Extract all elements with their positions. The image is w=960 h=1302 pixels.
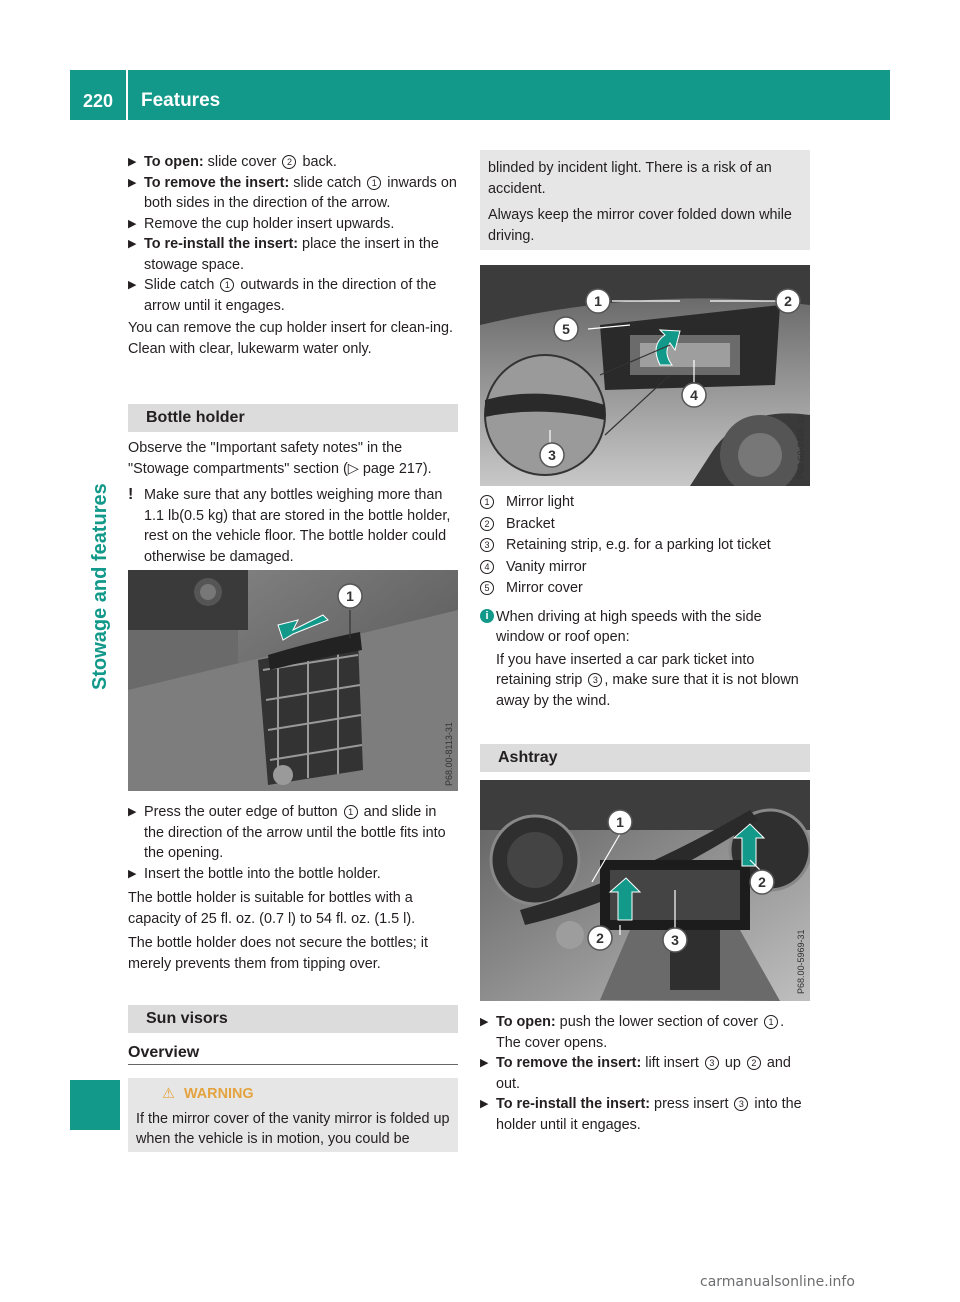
warning-triangle-icon: ⚠ <box>162 1086 175 1102</box>
figure-callout-1: 1 <box>346 588 354 604</box>
page-header <box>70 70 890 120</box>
callout-3-icon: 3 <box>480 538 494 552</box>
list-item: ▶ To remove the insert: slide catch 1 inwards on both sides in the direction of the arrow. <box>128 174 457 211</box>
callout-1-icon: 1 <box>764 1015 778 1029</box>
warning-box <box>128 1078 458 1152</box>
arrow-bullet-icon: ▶ <box>128 217 137 230</box>
figure-code: P68.60-2486-31 <box>796 414 806 479</box>
list-item: ▶ To remove the insert: lift insert 3 up 2 and out. <box>480 1055 791 1092</box>
section-heading-ashtray: Ashtray <box>480 744 810 772</box>
callout-5-icon: 5 <box>480 581 494 595</box>
secure-paragraph: The bottle holder does not secure the bottles; it merely prevents them from tipping over. <box>128 935 428 972</box>
cupholder-instructions <box>128 152 460 359</box>
callout-2-icon: 2 <box>747 1056 761 1070</box>
arrow-bullet-icon: ▶ <box>128 238 137 250</box>
figure-callout-3: 3 <box>548 447 556 463</box>
caution-note: ! Make sure that any bottles weighing more than 1.1 lb(0.5 kg) that are stored in the bottle holder, rest on the vehicle floor. The bottle holder could otherwise be damaged. <box>128 486 451 565</box>
list-item: ▶ Press the outer edge of button 1 and slide in the direction of the arrow until the bottle fits into the opening. <box>128 804 446 861</box>
list-item: ▶ To open: slide cover 2 back. <box>128 152 460 173</box>
list-item: ▶ Remove the cup holder insert upwards. <box>128 214 460 235</box>
callout-1-icon: 1 <box>344 805 358 819</box>
section-heading-sun-visors: Sun visors <box>128 1005 458 1033</box>
list-item: ▶ To re-install the insert: press insert 3 into the holder until it engages. <box>480 1096 802 1133</box>
watermark: carmanualsonline.info <box>700 1274 855 1290</box>
callout-1-icon: 1 <box>220 278 234 292</box>
bottle-holder-text <box>128 438 460 567</box>
ashtray-illustration <box>480 780 810 1001</box>
figure-callout-2: 2 <box>784 293 792 309</box>
callout-1-icon: 1 <box>367 176 381 190</box>
legend-item: 4 Vanity mirror <box>480 557 812 578</box>
bottle-holder-illustration <box>128 570 458 791</box>
callout-2-icon: 2 <box>480 517 494 531</box>
legend-item: 3 Retaining strip, e.g. for a parking lot ticket <box>480 535 812 556</box>
callout-3-icon: 3 <box>734 1097 748 1111</box>
list-item: ▶ Insert the bottle into the bottle holder. <box>128 864 460 885</box>
list-item: ▶ To re-install the insert: place the insert in the stowage space. <box>128 236 439 273</box>
bottle-instructions <box>128 802 460 974</box>
cleaning-paragraph: You can remove the cup holder insert for clean-ing. Clean with clear, lukewarm water only. <box>128 320 454 357</box>
info-icon: i <box>480 609 494 623</box>
subheading-overview: Overview <box>128 1042 458 1065</box>
ashtray-figure <box>480 780 810 1001</box>
figure-callout-5: 5 <box>562 321 570 337</box>
section-heading-bottle-holder: Bottle holder <box>128 404 458 432</box>
visor-legend <box>480 492 812 711</box>
arrow-bullet-icon: ▶ <box>128 867 137 880</box>
arrow-bullet-icon: ▶ <box>128 279 137 291</box>
warning-text: If the mirror cover of the vanity mirror is folded up when the vehicle is in motion, you could be <box>136 1110 450 1147</box>
figure-code: P68.00-5969-31 <box>796 929 806 994</box>
header-divider <box>126 70 128 120</box>
info-note: i When driving at high speeds with the side window or roof open: If you have inserted a car park ticket into retaining strip 3 , make sure that it is not blown away by the wind. <box>480 607 812 712</box>
callout-2-icon: 2 <box>282 155 296 169</box>
exclamation-icon: ! <box>128 486 134 503</box>
arrow-bullet-icon: ▶ <box>128 806 137 818</box>
legend-item: 2 Bracket <box>480 514 812 535</box>
side-tab-marker <box>70 1080 120 1130</box>
warning-text-continued: blinded by incident light. There is a risk of an accident. <box>488 160 772 197</box>
warning-keep-text: Always keep the mirror cover folded down while driving. <box>488 207 792 244</box>
chapter-title: Features <box>141 90 221 111</box>
observe-paragraph: Observe the "Important safety notes" in the "Stowage compartments" section (▷ page 217). <box>128 440 432 477</box>
figure-callout-2: 2 <box>596 930 604 946</box>
bottle-holder-figure <box>128 570 458 791</box>
figure-callout-2: 2 <box>758 874 766 890</box>
side-tab-label: Stowage and features <box>89 483 111 690</box>
legend-item: 5 Mirror cover <box>480 578 812 599</box>
warning-box-continued <box>480 150 810 250</box>
figure-callout-1: 1 <box>616 814 624 830</box>
sun-visor-illustration <box>480 265 810 486</box>
capacity-paragraph: The bottle holder is suitable for bottles with a capacity of 25 fl. oz. (0.7 l) to 54 fl. oz. (1.5 l). <box>128 890 416 927</box>
figure-callout-4: 4 <box>690 387 698 403</box>
callout-3-icon: 3 <box>705 1056 719 1070</box>
arrow-bullet-icon: ▶ <box>128 156 137 168</box>
figure-callout-3: 3 <box>671 932 679 948</box>
figure-code: P68.00-8113-31 <box>444 722 454 786</box>
arrow-bullet-icon: ▶ <box>480 1016 489 1028</box>
page-number: 220 <box>82 91 114 111</box>
callout-4-icon: 4 <box>480 560 494 574</box>
figure-callout-1: 1 <box>594 293 602 309</box>
list-item: ▶ To open: push the lower section of cover 1 . The cover opens. <box>480 1014 785 1051</box>
ashtray-instructions <box>480 1012 812 1135</box>
sun-visor-figure <box>480 265 810 486</box>
legend-item: 1 Mirror light <box>480 492 812 513</box>
list-item: ▶ Slide catch 1 outwards in the direction of the arrow until it engages. <box>128 277 437 314</box>
arrow-bullet-icon: ▶ <box>128 176 137 189</box>
arrow-bullet-icon: ▶ <box>480 1057 489 1069</box>
warning-title: ⚠ WARNING <box>136 1084 450 1105</box>
callout-1-icon: 1 <box>480 495 494 509</box>
arrow-bullet-icon: ▶ <box>480 1098 489 1110</box>
callout-3-icon: 3 <box>588 673 602 687</box>
